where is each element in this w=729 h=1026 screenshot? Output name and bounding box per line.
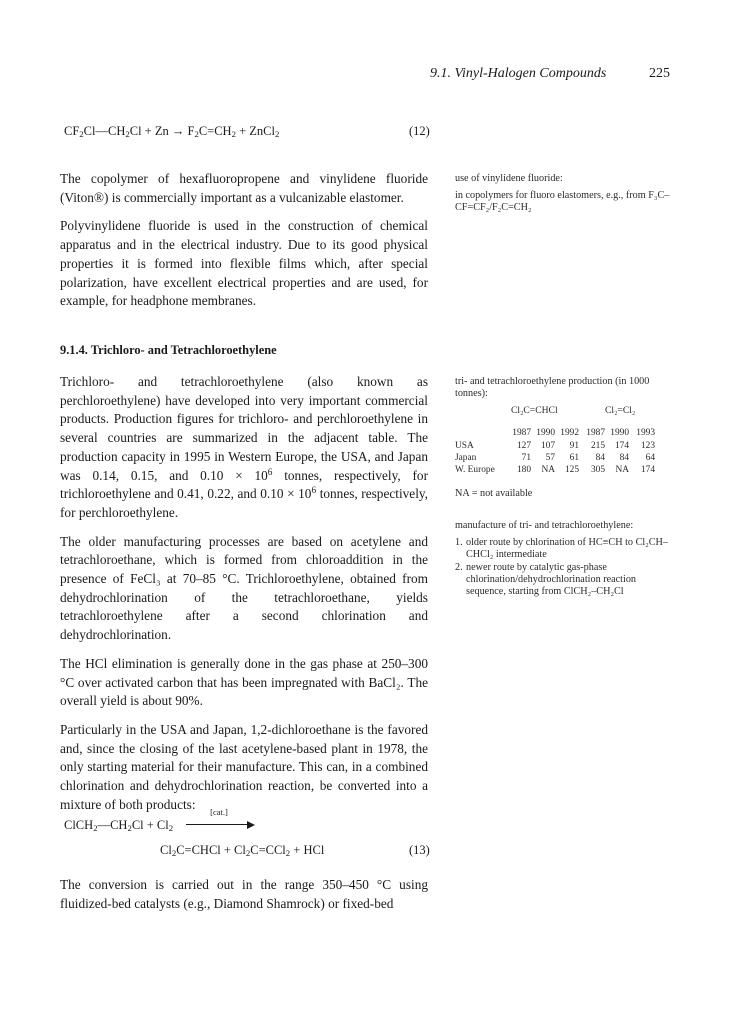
value-cell: 64 (645, 452, 655, 463)
value-cell: 123 (640, 440, 655, 451)
group-header-per: Cl₂=Cl₂ (605, 405, 636, 417)
table-footnote: NA = not available (455, 488, 533, 500)
paragraph-conversion: The conversion is carried out in the range 350–450 °C using fluidized-bed catalysts (e.g., Diamond Shamrock) or fixed-bed (60, 877, 428, 911)
side-note-line: in copolymers for fluoro elastomers, e.g., from F₃C–CF=CF₂/F₂C=CH₂ (455, 190, 670, 214)
group-header-tri: Cl₂C=CHCl (511, 405, 558, 417)
list-item-text: newer route by catalytic gas-phase chlorination/dehydrochlorination reaction sequence, starting from ClCH₂–CH₂Cl (466, 561, 637, 598)
equation-12-number: (12) (409, 124, 430, 138)
value-cell: 71 (521, 452, 531, 463)
paragraph-viton: The copolymer of hexafluoropropene and vinylidene fluoride (Viton®) is commercially important as a vulcanizable elastomer. (60, 171, 428, 205)
table-row (455, 464, 655, 476)
paragraph-dichloroethane: Particularly in the USA and Japan, 1,2-dichloroethane is the favored and, since the closing of the last acetylene-based plant in 1978, the only starting material for their manufacture. This can, in a combined chlorination and dehydrochlorination reaction, be converted into a mixture of both products: (60, 721, 428, 812)
value-cell: 57 (545, 452, 555, 463)
paragraph-hcl-elimination: The HCl elimination is generally done in the gas phase at 250–300 °C over activated carbon that has been impregnated with BaCl₂. The overall yield is about 90%. (60, 655, 428, 709)
list-item-number: 1. (455, 537, 463, 549)
value-cell: 107 (540, 440, 555, 451)
exponent-2: 6 (311, 486, 317, 497)
list-item-text: older route by chlorination of HC≡CH to Cl₂CH–CHCl₂ intermediate (466, 537, 668, 561)
section-heading: 9.1.4. Trichloro- and Tetrachloroethylene (60, 343, 277, 357)
year-cell: 1990 (610, 428, 629, 439)
table-row (455, 452, 655, 464)
value-cell: 305 (590, 465, 605, 476)
table-group-headers (455, 405, 670, 421)
year-cell: 1987 (512, 428, 531, 439)
intro-paragraphs (60, 170, 428, 321)
value-cell: NA (615, 465, 629, 476)
catalyst-label: [cat.] (210, 807, 228, 817)
value-cell: 61 (569, 452, 579, 463)
equation-12: $CF_2Cl—CH_2Cl + Zn \to F_2C=CH_2$ + ZnCl$_2$ (64, 124, 280, 139)
paragraph-polyvinylidene: Polyvinylidene fluoride is used in the construction of chemical apparatus and in the electrical industry. Due to its good physical properties it is formed into flexible films which, after special polarization, have excellent electrical properties and are used, for example, for headphone membranes. (60, 218, 428, 309)
production-text-c: tonnes, respectively, for perchloroethylene. (60, 486, 429, 520)
year-cell: 1992 (560, 428, 579, 439)
value-cell: 91 (569, 440, 579, 451)
year-cell: 1987 (586, 428, 605, 439)
page-number: 225 (649, 66, 670, 81)
value-cell: 84 (619, 452, 629, 463)
production-text-b: tonnes, respectively, for trichloroethylene and 0.41, 0.22, and 0.10 × 10 (60, 467, 429, 502)
value-cell: 127 (516, 440, 531, 451)
production-text-a: Trichloro- and tetrachloroethylene (also known as perchloroethylene) have developed into very important commercial products. Production figures for trichloro- and perchloroethylene in several countries are summarized in the adjacent table. The production capacity in 1995 in Western Europe, the USA, and Japan was 0.14, 0.15, and 0.10 × 10 (60, 374, 428, 483)
manufacture-list (455, 537, 670, 598)
table-row (455, 440, 655, 452)
value-cell: 174 (614, 440, 629, 451)
value-cell: 125 (564, 465, 579, 476)
manufacture-title: manufacture of tri- and tetrachloroethylene: (455, 520, 634, 531)
paragraph-production (60, 373, 428, 523)
table-year-row (455, 427, 655, 439)
country-cell: Japan (455, 452, 477, 463)
reaction-arrow-shaft (186, 824, 248, 825)
value-cell: NA (541, 465, 555, 476)
table-caption: tri- and tetrachloroethylene production (in 1000 tonnes): (455, 376, 650, 400)
page-header (430, 66, 670, 82)
value-cell: 215 (590, 440, 605, 451)
year-cell: 1990 (536, 428, 555, 439)
equation-13-reactants: $ClCH_2—CH_2Cl + Cl_2$ (64, 818, 174, 833)
country-cell: W. Europe (455, 465, 495, 476)
equation-13-number: (13) (409, 843, 430, 857)
closing-paragraph-block (60, 876, 428, 923)
equation-13-products: $Cl_2C=CHCl + Cl_2C=CCl_2$ + HCl (160, 843, 325, 858)
country-cell: USA (455, 440, 474, 451)
list-item (455, 562, 670, 599)
year-cell: 1993 (636, 428, 655, 439)
list-item-number: 2. (455, 561, 463, 573)
value-cell: 180 (516, 465, 531, 476)
exponent-1: 6 (267, 467, 273, 478)
value-cell: 174 (640, 465, 655, 476)
reaction-arrow-head (247, 821, 255, 829)
production-table-note (455, 376, 670, 500)
section-title: 9.1. Vinyl-Halogen Compounds (430, 66, 607, 81)
list-item (455, 537, 670, 561)
manufacture-note (455, 520, 670, 598)
side-note-vinylidene (455, 173, 670, 215)
section-body (60, 373, 428, 824)
value-cell: 84 (595, 452, 605, 463)
production-table (455, 427, 655, 476)
paragraph-older-processes: The older manufacturing processes are based on acetylene and tetrachloroethane, which is formed from chloroaddition in the presence of FeCl₃ at 70–85 °C. Trichloroethylene, obtained from dehydrochlorination of the tetrachloroethane, yields tetrachloroethylene after a second chlorination and dehydrochlorination. (60, 533, 428, 643)
side-note-title: use of vinylidene fluoride: (455, 173, 563, 184)
